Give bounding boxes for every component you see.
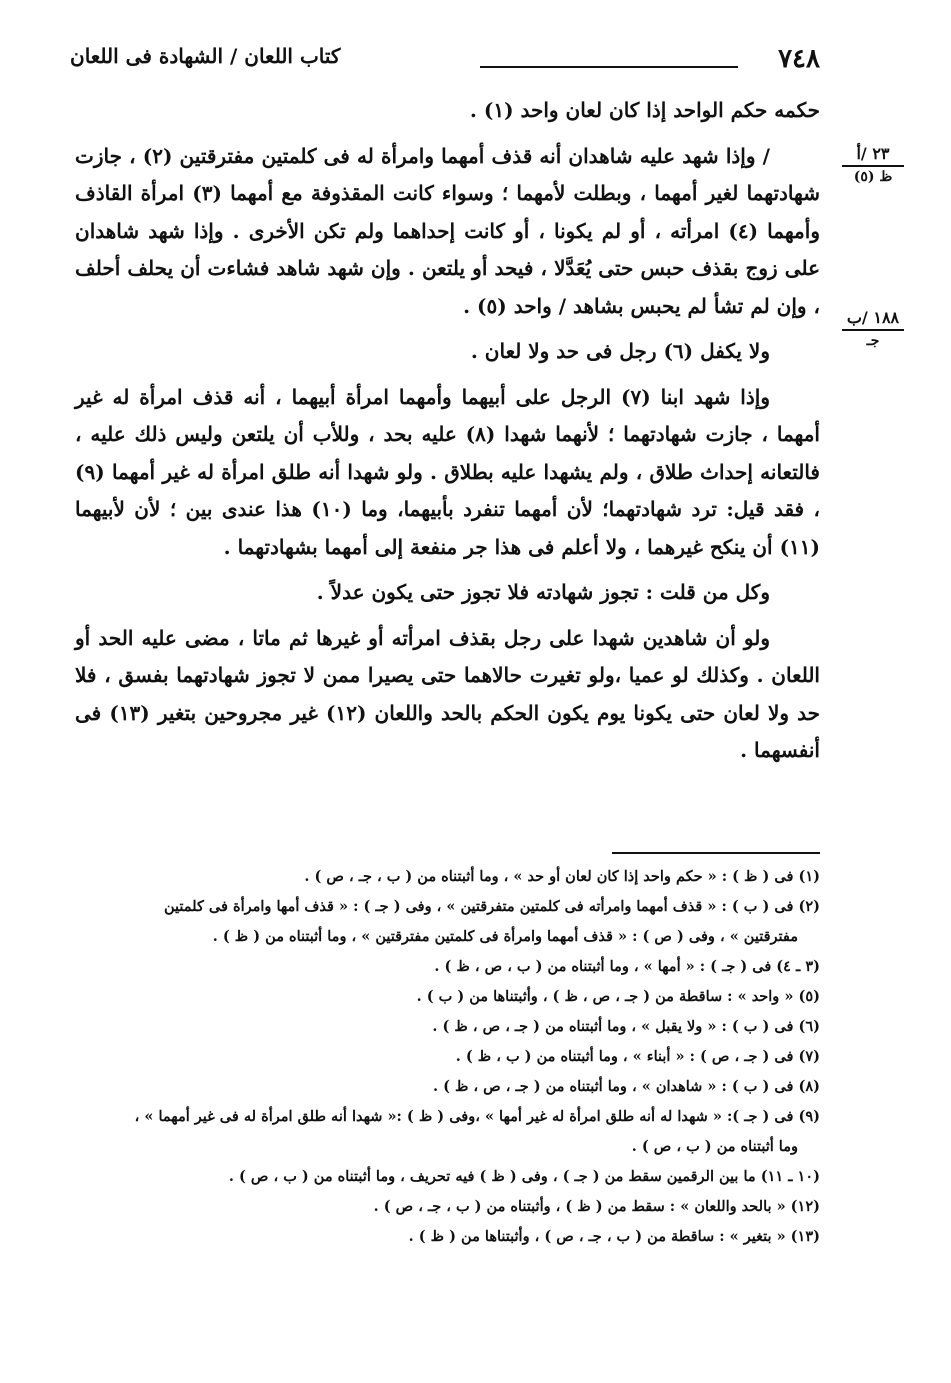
footnote [75, 892, 820, 952]
margin-ref-siglum: ظ (٥) [853, 169, 893, 185]
footnote-text: (٩) فى ( جـ ): « شهدا له أنه طلق امرأة له غير أمها » ،وفى ( ظ ) :« شهدا أنه طلق امرأة له فى غير أمهما » ، [134, 1108, 820, 1125]
footnote [75, 1162, 820, 1192]
footnote [75, 1102, 820, 1162]
page-number: ٧٤٨ [778, 44, 820, 74]
footnote-continuation: مفترقتين » ، وفى ( ص ) : « قذف أمهما وامرأة فى كلمتين مفترقتين » ، وما أثبتناه من ( ظ ) . [212, 928, 798, 945]
footnote [75, 1042, 820, 1072]
footnote-continuation: وما أثبتناه من ( ب ، ص ) . [631, 1138, 798, 1155]
paragraph: وإذا شهد ابنا (٧) الرجل على أبيهما وأمهما امرأة أبيهما ، أنه قذف امرأة له غير أمهما ، جازت شهادتهما ؛ لأنهما شهدا (٨) عليه بحد ، وللأب أن يلتعن وليس ذلك عليه ، فالتعانه إحداث طلاق ، ولم يشهدا عليه بطلاق . ولو شهدا أنه طلق امرأة له غير أمهما (٩) ، فقد قيل: ترد شهادتهما؛ لأن أمهما تنفرد بأبيهما، وما (١٠) هذا عندى بين ؛ لأن لأبيهما (١١) أن ينكح غيرهما ، ولا أعلم فى هذا جر منفعة إلى أمهما بشهادتهما . [75, 384, 820, 559]
footnote [75, 952, 820, 982]
main-text [75, 92, 820, 778]
footnote-text: (١٢) « بالحد واللعان » : سقط من ( ظ ) ، وأثبتناه من ( ب ، جـ ، ص ) . [373, 1198, 820, 1215]
footnote-text: (٧) فى ( جـ ، ص ) : « أبناء » ، وما أثبتناه من ( ب ، ظ ) . [455, 1048, 820, 1065]
paragraph: حكمه حكم الواحد إذا كان لعان واحد (١) . [469, 98, 820, 122]
running-title: كتاب اللعان / الشهادة فى اللعان [70, 44, 341, 68]
footnote [75, 862, 820, 892]
footnote [75, 1222, 820, 1252]
footnote-text: (٨) فى ( ب ) : « شاهدان » ، وما أثبتناه من ( جـ ، ص ، ظ ) . [432, 1078, 820, 1095]
footnote-text: (٥) « واحد » : ساقطة من ( جـ ، ص ، ظ ) ، وأثبتناها من ( ب ) . [416, 988, 820, 1005]
footnote-text: (١٠ ـ ١١) ما بين الرقمين سقط من ( جـ ) ، وفى ( ظ ) فيه تحريف ، وما أثبتناه من ( ب ، ص ) . [228, 1168, 820, 1185]
footnote [75, 1072, 820, 1102]
footnote-text: (٣ ـ ٤) فى ( جـ ) : « أمها » ، وما أثبتناه من ( ب ، ص ، ظ ) . [434, 958, 820, 975]
footnote-text: (٦) فى ( ب ) : « ولا يقبل » ، وما أثبتناه من ( جـ ، ص ، ظ ) . [432, 1018, 820, 1035]
footnotes [75, 862, 820, 1252]
margin-ref-folio: ٢٣ /أ [842, 144, 904, 167]
footnote [75, 1012, 820, 1042]
margin-ref-manuscript-j [842, 308, 904, 349]
margin-ref-siglum: جـ [866, 333, 880, 349]
paragraph: ولو أن شاهدين شهدا على رجل بقذف امرأته أو غيرها ثم ماتا ، مضى عليه الحد أو اللعان . وكذلك لو عميا ،ولو تغيرت حالاهما حتى يصيرا ممن لا تجوز شهادتهما بفسق ، فلا حد ولا لعان حتى يكونا يوم يكون الحكم بالحد واللعان (١٢) غير مجروحين بتغير (١٣) فى أنفسهما . [75, 625, 821, 762]
footnote-text: (١٣) « بتغير » : ساقطة من ( ب ، جـ ، ص ) ، وأثبتناها من ( ظ ) . [408, 1228, 820, 1245]
footnote-text: (١) فى ( ظ ) : « حكم واحد إذا كان لعان أو حد » ، وما أثبتناه من ( ب ، جـ ، ص ) . [304, 868, 820, 885]
margin-ref-folio: ١٨٨ /ب [842, 308, 904, 331]
footnote-text: (٢) فى ( ب ) : « قذف أمهما وامرأته فى كلمتين متفرقتين » ، وفى ( جـ ) : « قذف أمها وامرأة فى كلمتين [163, 898, 820, 915]
paragraph: ولا يكفل (٦) رجل فى حد ولا لعان . [470, 339, 770, 363]
footnote-separator [612, 852, 820, 854]
page-header [70, 44, 820, 80]
paragraph: / وإذا شهد عليه شاهدان أنه قذف أمهما وامرأة له فى كلمتين مفترقتين (٢) ، جازت شهادتهما لغير أمهما ، وبطلت لأمهما ؛ وسواء كانت المقذوفة مع أمهما (٣) امرأة القاذف وأمهما (٤) امرأته ، أو لم يكونا ، أو كانت إحداهما ولم تكن الأخرى . وإذا شهد شاهدان على زوج بقذف حبس حتى يُعَدَّلا ، فيحد أو يلتعن . وإن شهد شاهد فشاءت أن يحلف أحلف ، وإن لم تشأ لم يحبس بشاهد / واحد (٥) . [75, 143, 821, 318]
footnote [75, 1192, 820, 1222]
header-rule [480, 66, 738, 68]
paragraph: وكل من قلت : تجوز شهادته فلا تجوز حتى يكون عدلاً . [316, 580, 770, 604]
footnote [75, 982, 820, 1012]
margin-ref-manuscript-z [842, 144, 904, 185]
